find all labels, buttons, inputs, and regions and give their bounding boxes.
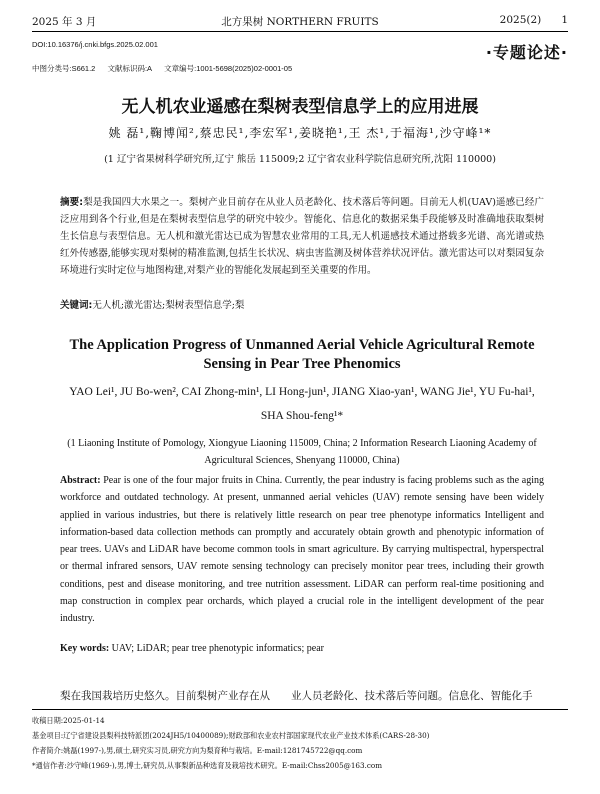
- english-authors: YAO Lei¹, JU Bo-wen², CAI Zhong-min¹, LI Hong-jun¹, JIANG Xiao-yan¹, WANG Jie¹, YU Fu-hai¹, SHA Shou-feng¹*: [69, 386, 535, 422]
- document-code: 文献标识码:A: [107, 64, 153, 73]
- chinese-keywords-label: 关键词:: [60, 300, 93, 311]
- chinese-abstract-text: 梨是我国四大水果之一。梨树产业目前存在从业人员老龄化、技术落后等问题。目前无人机(UAV)遥感已经广泛应用到各个行业,但是在梨树表型信息学的研究中较少。智能化、信息化的数据采集手段能够及时准确地获取梨树生长信息与表型信息。无人机和激光雷达已成为智慧农业常用的工具,无人机遥感技术通过搭载多光谱、高光谱或热红外传感器,能够实现对梨树的精准监测,包括生长状况、病虫害监测及树体营养状况评估。激光雷达可以对梨园复杂环境进行实时定位与地图构建,对梨产业的智能化发展起到至关重要的作用。: [60, 197, 544, 276]
- column-label: ·专题论述·: [485, 43, 568, 62]
- english-affiliation: (1 Liaoning Institute of Pomology, Xiongyue Liaoning 115009, China; 2 Information Research Liaoning Academy of Agricultural Sciences, Shenyang 110000, China): [67, 438, 537, 466]
- header-date: 2025 年 3 月: [32, 16, 97, 28]
- header-journal: 北方果树 NORTHERN FRUITS: [221, 16, 379, 28]
- english-keywords-text: UAV; LiDAR; pear tree phenotypic informatics; pear: [111, 643, 325, 654]
- header-rule: [32, 31, 568, 32]
- english-abstract: [60, 472, 544, 628]
- chinese-title: 无人机农业遥感在梨树表型信息学上的应用进展: [121, 97, 479, 117]
- footnote-fund: 基金项目:辽宁省建设县梨科技特派团(2024JH5/10400089);财政部和农业农村部国家现代农业产业技术体系(CARS-28-30): [32, 731, 430, 740]
- article-number: 文章编号:1001-5698(2025)02-0001-05: [164, 64, 293, 73]
- chinese-affiliation: (1 辽宁省果树科学研究所,辽宁 熊岳 115009;2 辽宁省农业科学院信息研究所,沈阳 110000): [104, 154, 496, 165]
- chinese-abstract-label: 摘要:: [60, 197, 84, 208]
- footnote-corresponding-author: *通信作者:沙守峰(1969-),男,博士,研究员,从事梨新品种选育及栽培技术研究。E-mail:Chss2005@163.com: [32, 761, 383, 770]
- chinese-keywords: [60, 297, 544, 311]
- english-abstract-label: Abstract:: [60, 475, 101, 486]
- header-page: 1: [561, 14, 568, 26]
- english-keywords-label: Key words:: [60, 643, 110, 654]
- chinese-authors: 姚 磊¹,鞠博闻²,蔡忠民¹,李宏军¹,姜晓艳¹,王 杰¹,于福海¹,沙守峰¹*: [108, 126, 492, 140]
- english-title: The Application Progress of Unmanned Aerial Vehicle Agricultural Remote Sensing in Pear Tree Phenomics: [69, 337, 535, 372]
- english-keywords: [60, 643, 544, 654]
- english-abstract-text: Pear is one of the four major fruits in China. Currently, the pear industry is facing problems such as the aging workforce and outdated technology. At present, unmanned aerial vehicles (UAV) remote sensing have been widely applied in various industries, but there is relatively little research on pear tree phenotype informatics Intelligent and information-based data collection methods can promptly and accurately obtain growth and phenotypic information of pear trees. UAVs and LiDAR have become common tools in smart agriculture. By carrying multispectral, hyperspectral or thermal infrared sensors, UAV remote sensing technology can precisely monitor pear trees, including their growth conditions, pest and disease monitoring, and tree nutrition assessment. LiDAR can perform real-time positioning and map construction in complex pear orchards, which played a crucial role in the intelligent development of the pear industry.: [60, 475, 544, 625]
- doi: DOI:10.16376/j.cnki.bfgs.2025.02.001: [32, 40, 158, 49]
- body-text-start: 梨在我国栽培历史悠久。目前梨树产业存在从 业人员老龄化、技术落后等问题。信息化、智能化手: [60, 690, 533, 702]
- footnote-received-date: 收稿日期:2025-01-14: [32, 716, 105, 725]
- clc-number: 中图分类号:S661.2: [32, 64, 96, 73]
- article-identifiers: [32, 63, 302, 74]
- chinese-abstract: [60, 194, 544, 279]
- header-issue: 2025(2): [499, 14, 542, 26]
- chinese-keywords-text: 无人机;激光雷达;梨树表型信息学;梨: [92, 300, 245, 311]
- header-issue-page: [500, 14, 568, 26]
- footnote-author-bio: 作者简介:姚磊(1997-),男,硕士,研究实习员,研究方向为梨育种与栽培。E-mail:1281745722@qq.com: [32, 746, 363, 755]
- running-header: [32, 14, 568, 32]
- footnote-rule: [32, 709, 568, 710]
